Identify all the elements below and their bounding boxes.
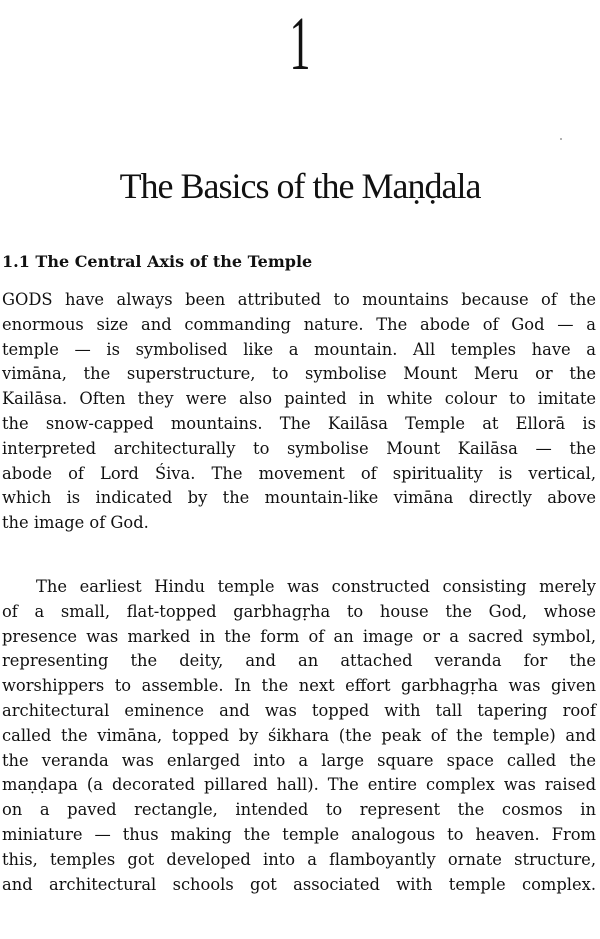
text-line: architectural eminence and was topped with tall tapering roof	[2, 700, 596, 720]
text-line: Kailāsa. Often they were also painted in white colour to imitate	[2, 389, 596, 409]
text-line: and architectural schools got associated with temple complex.	[2, 874, 596, 894]
paragraph-2	[2, 575, 596, 897]
text-line: called the vimāna, topped by śikhara (the peak of the temple) and	[2, 725, 596, 745]
chapter-number: 1	[289, 2, 311, 86]
text-line: maṇḍapa (a decorated pillared hall). The entire complex was raised	[2, 775, 596, 795]
text-line: abode of Lord Śiva. The movement of spirituality is vertical,	[2, 463, 596, 483]
text-line: the veranda was enlarged into a large square space called the	[2, 750, 596, 770]
paragraph-1	[2, 288, 596, 536]
scan-speck	[560, 138, 562, 140]
text-line: presence was marked in the form of an image or a sacred symbol,	[2, 626, 596, 646]
text-line: enormous size and commanding nature. The abode of God — a	[2, 314, 596, 334]
text-line: The earliest Hindu temple was constructed consisting merely	[36, 577, 596, 596]
text-line: interpreted architecturally to symbolise Mount Kailāsa — the	[2, 438, 596, 458]
text-line: temple — is symbolised like a mountain. All temples have a	[2, 339, 596, 359]
text-line: which is indicated by the mountain-like vimāna directly above	[2, 488, 596, 508]
text-line: representing the deity, and an attached veranda for the	[2, 651, 596, 671]
text-line: of a small, flat-topped garbhagṛha to house the God, whose	[2, 601, 596, 621]
text-line: the snow-capped mountains. The Kailāsa Temple at Ellorā is	[2, 413, 596, 433]
text-line: this, temples got developed into a flamboyantly ornate structure,	[2, 849, 596, 869]
text-line: the image of God.	[2, 513, 149, 533]
text-line: vimāna, the superstructure, to symbolise Mount Meru or the	[2, 364, 596, 384]
text-line: worshippers to assemble. In the next effort garbhagṛha was given	[2, 676, 596, 696]
text-line: GODS have always been attributed to mountains because of the	[2, 290, 596, 309]
text-line: miniature — thus making the temple analogous to heaven. From	[2, 824, 596, 844]
chapter-title: The Basics of the Maṇḍala	[119, 166, 481, 206]
text-line: on a paved rectangle, intended to represent the cosmos in	[2, 800, 596, 820]
section-heading: 1.1 The Central Axis of the Temple	[2, 252, 313, 271]
